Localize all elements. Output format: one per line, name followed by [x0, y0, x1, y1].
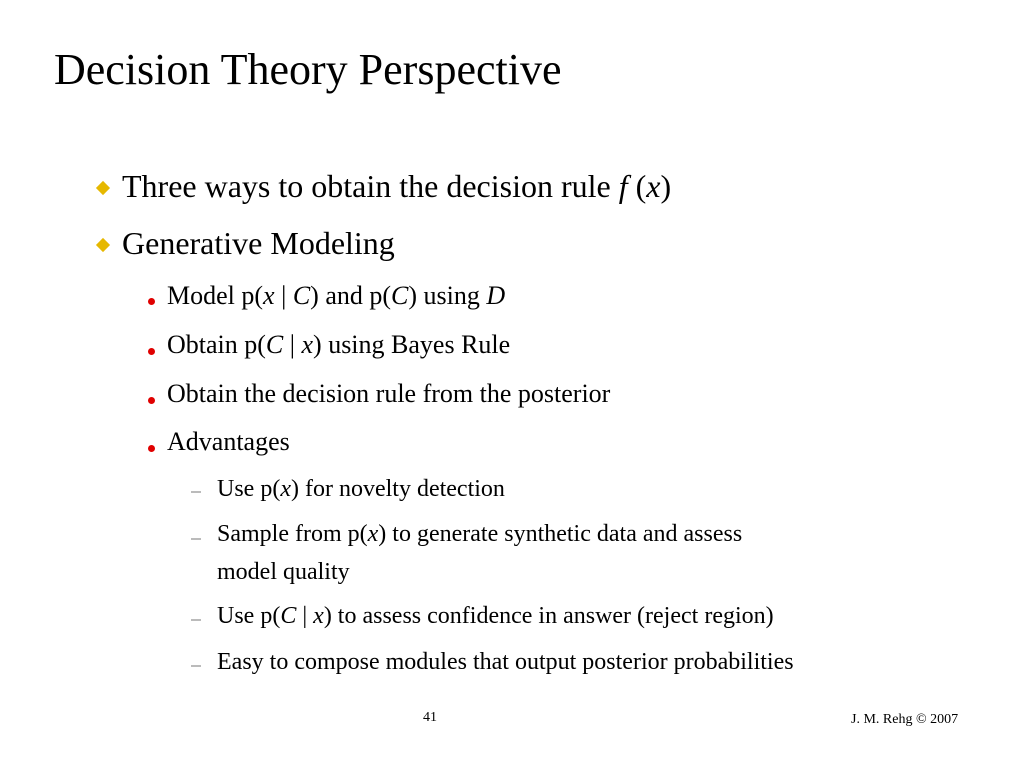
- bullet-text-run: ) using: [408, 281, 487, 310]
- bullet-text-run: (: [627, 168, 647, 204]
- bullet-text-run: Three ways to obtain the decision rule: [122, 168, 619, 204]
- bullet-text-run: Sample from p(: [217, 521, 368, 547]
- bullet-line: [167, 426, 290, 458]
- bullet-text-run: ) using Bayes Rule: [313, 330, 511, 359]
- bullet-text-run: ): [660, 168, 672, 204]
- bullet-text-run: |: [296, 603, 314, 629]
- round-bullet-icon: [148, 298, 155, 305]
- bullet-text-run: Obtain the decision rule from the posterior: [167, 379, 611, 408]
- page-number: 41: [423, 710, 437, 725]
- bullet-text-run: x: [301, 330, 314, 359]
- bullet-text-run: model quality: [217, 559, 350, 585]
- bullet-text-run: Easy to compose modules that output posterior probabilities: [217, 649, 794, 675]
- bullet-line: [217, 647, 794, 677]
- bullet-text-run: Model p(: [167, 281, 264, 310]
- bullet-text-run: C: [280, 603, 297, 629]
- bullet-text-run: Generative Modeling: [122, 225, 395, 261]
- dash-bullet-icon: [191, 619, 201, 621]
- bullet-text-run: ) to generate synthetic data and assess: [378, 521, 743, 547]
- round-bullet-icon: [148, 445, 155, 452]
- bullet-text-run: |: [283, 330, 302, 359]
- bullet-text-run: ) to assess confidence in answer (reject region): [323, 603, 774, 629]
- round-bullet-icon: [148, 348, 155, 355]
- bullet-text-run: Advantages: [167, 427, 290, 456]
- bullet-line: [122, 166, 671, 206]
- bullet-line: [217, 474, 505, 504]
- diamond-bullet-icon: [96, 238, 110, 252]
- bullet-line: [167, 378, 610, 410]
- bullet-text-run: x: [280, 476, 291, 502]
- bullet-line-continuation: [217, 557, 350, 587]
- bullet-text-run: f: [618, 168, 628, 204]
- bullet-line: [122, 223, 395, 263]
- round-bullet-icon: [148, 397, 155, 404]
- dash-bullet-icon: [191, 665, 201, 667]
- bullet-text-run: C: [292, 281, 311, 310]
- bullet-text-run: ) and p(: [310, 281, 392, 310]
- bullet-text-run: Use p(: [217, 476, 281, 502]
- bullet-text-run: Use p(: [217, 603, 281, 629]
- bullet-text-run: ) for novelty detection: [290, 476, 505, 502]
- bullet-line: [167, 329, 510, 361]
- dash-bullet-icon: [191, 491, 201, 493]
- bullet-line: [217, 601, 774, 631]
- footer-credit: J. M. Rehg © 2007: [851, 712, 959, 727]
- bullet-text-run: x: [313, 603, 324, 629]
- bullet-text-run: x: [646, 168, 661, 204]
- bullet-text-run: Obtain p(: [167, 330, 266, 359]
- diamond-bullet-icon: [96, 181, 110, 195]
- bullet-text-run: D: [486, 281, 506, 310]
- bullet-line: [167, 280, 505, 312]
- bullet-text-run: C: [391, 281, 409, 310]
- bullet-text-run: x: [367, 521, 379, 547]
- bullet-text-run: |: [274, 281, 293, 310]
- dash-bullet-icon: [191, 538, 201, 540]
- bullet-text-run: x: [263, 281, 275, 310]
- bullet-text-run: C: [265, 330, 284, 359]
- slide-title: Decision Theory Perspective: [54, 45, 562, 94]
- bullet-line: [217, 519, 742, 549]
